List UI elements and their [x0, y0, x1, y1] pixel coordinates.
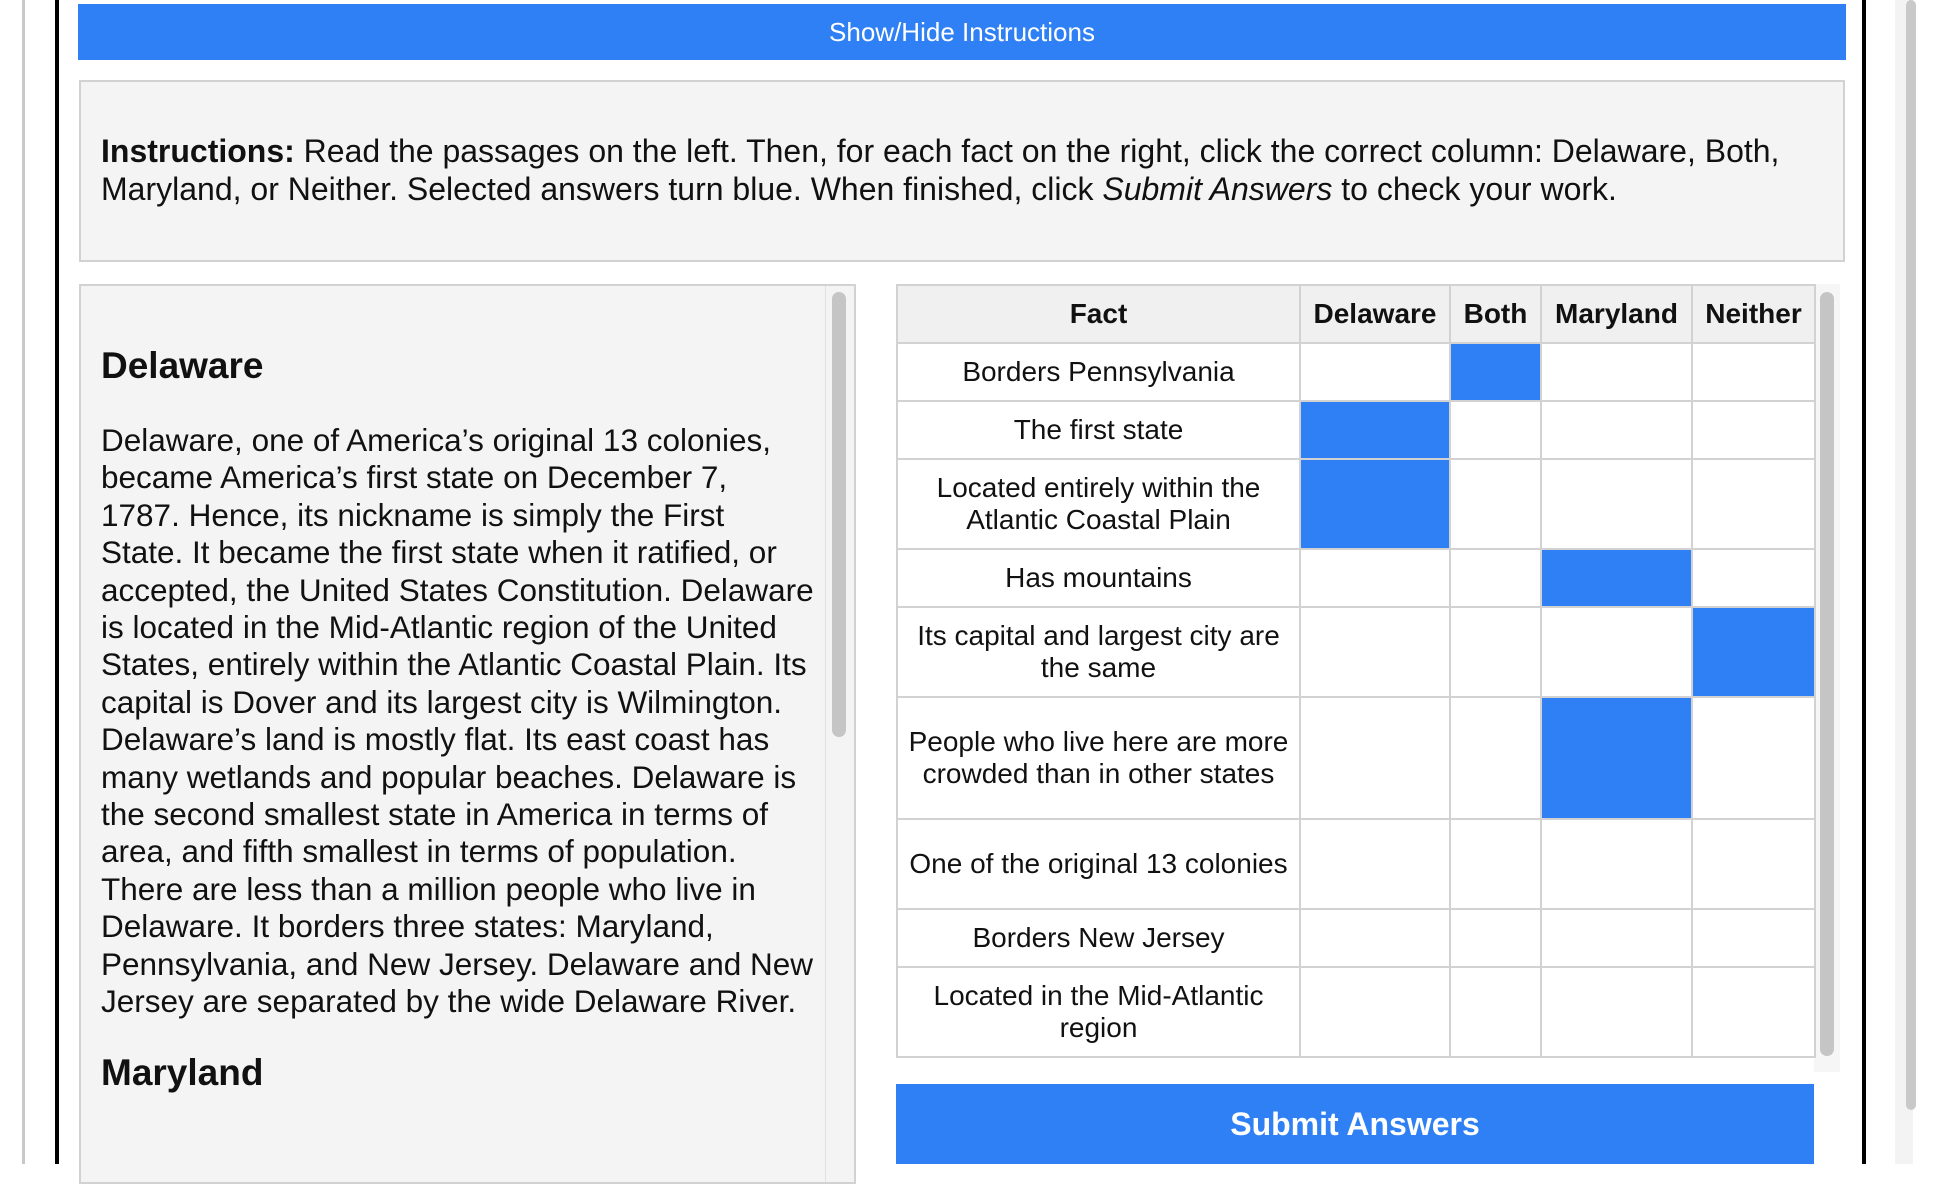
answer-cell-delaware[interactable]	[1300, 343, 1450, 401]
header-delaware: Delaware	[1300, 285, 1450, 343]
table-row	[897, 819, 1815, 909]
facts-table-container	[896, 284, 1814, 1064]
answer-cell-maryland[interactable]	[1541, 607, 1692, 697]
submit-answers-button[interactable]: Submit Answers	[896, 1084, 1814, 1164]
fact-cell: The first state	[897, 401, 1300, 459]
answer-cell-both[interactable]	[1450, 967, 1541, 1057]
instructions-text-end: to check your work.	[1332, 171, 1617, 207]
page-left-border	[22, 0, 25, 1164]
answer-cell-both[interactable]	[1450, 607, 1541, 697]
header-both: Both	[1450, 285, 1541, 343]
fact-cell: Located entirely within the Atlantic Coastal Plain	[897, 459, 1300, 549]
table-scrollbar-thumb[interactable]	[1820, 292, 1834, 1056]
answer-cell-maryland[interactable]	[1541, 967, 1692, 1057]
answer-cell-neither[interactable]	[1692, 697, 1815, 819]
table-row	[897, 459, 1815, 549]
answer-cell-delaware[interactable]	[1300, 909, 1450, 967]
passage-body-delaware: Delaware, one of America’s original 13 colonies, became America’s first state on December 7, 1787. Hence, its nickname is simply the First State. It became the first state when it ratified, or accepted, the United States Constitution. Delaware is located in the Mid-Atlantic region of the United States, entirely within the Atlantic Coastal Plain. Its capital is Dover and its largest city is Wilmington. Delaware’s land is mostly flat. Its east coast has many wetlands and popular beaches. Delaware is the second smallest state in America in terms of area, and fifth smallest in terms of population. There are less than a million people who live in Delaware. It borders three states: Maryland, Pennsylvania, and New Jersey. Delaware and New Jersey are separated by the wide Delaware River.	[101, 422, 814, 1020]
answer-cell-neither[interactable]	[1692, 401, 1815, 459]
answer-cell-maryland[interactable]	[1541, 459, 1692, 549]
instructions-emphasis: Submit Answers	[1102, 171, 1333, 207]
answer-cell-neither[interactable]	[1692, 909, 1815, 967]
instructions-panel	[79, 80, 1845, 262]
answer-cell-neither[interactable]	[1692, 549, 1815, 607]
header-fact: Fact	[897, 285, 1300, 343]
fact-cell: Borders Pennsylvania	[897, 343, 1300, 401]
table-row	[897, 343, 1815, 401]
answer-cell-delaware[interactable]	[1300, 819, 1450, 909]
answer-cell-both[interactable]	[1450, 549, 1541, 607]
answer-cell-both[interactable]	[1450, 819, 1541, 909]
header-neither: Neither	[1692, 285, 1815, 343]
fact-cell: Has mountains	[897, 549, 1300, 607]
table-row	[897, 607, 1815, 697]
fact-cell: Its capital and largest city are the same	[897, 607, 1300, 697]
answer-cell-maryland[interactable]	[1541, 549, 1692, 607]
fact-cell: Located in the Mid-Atlantic region	[897, 967, 1300, 1057]
passage-scrollbar-thumb[interactable]	[832, 292, 846, 737]
fact-cell: Borders New Jersey	[897, 909, 1300, 967]
frame-left-border	[55, 0, 59, 1164]
answer-cell-maryland[interactable]	[1541, 909, 1692, 967]
answer-cell-delaware[interactable]	[1300, 967, 1450, 1057]
table-row	[897, 549, 1815, 607]
answer-cell-delaware[interactable]	[1300, 607, 1450, 697]
table-row	[897, 909, 1815, 967]
answer-cell-neither[interactable]	[1692, 459, 1815, 549]
passage-panel	[79, 284, 856, 1184]
table-header-row	[897, 285, 1815, 343]
facts-table	[896, 284, 1816, 1058]
answer-cell-neither[interactable]	[1692, 607, 1815, 697]
answer-cell-neither[interactable]	[1692, 819, 1815, 909]
frame-right-border	[1862, 0, 1866, 1164]
answer-cell-both[interactable]	[1450, 697, 1541, 819]
answer-cell-delaware[interactable]	[1300, 401, 1450, 459]
answer-cell-both[interactable]	[1450, 401, 1541, 459]
fact-cell: People who live here are more crowded than in other states	[897, 697, 1300, 819]
answer-cell-maryland[interactable]	[1541, 697, 1692, 819]
passage-heading-maryland: Maryland	[101, 1051, 264, 1093]
answer-cell-both[interactable]	[1450, 343, 1541, 401]
table-row	[897, 697, 1815, 819]
answer-cell-neither[interactable]	[1692, 343, 1815, 401]
answer-cell-maryland[interactable]	[1541, 819, 1692, 909]
answer-cell-delaware[interactable]	[1300, 549, 1450, 607]
answer-cell-maryland[interactable]	[1541, 401, 1692, 459]
answer-cell-neither[interactable]	[1692, 967, 1815, 1057]
answer-cell-maryland[interactable]	[1541, 343, 1692, 401]
show-hide-instructions-button[interactable]: Show/Hide Instructions	[78, 4, 1846, 60]
fact-cell: One of the original 13 colonies	[897, 819, 1300, 909]
answer-cell-delaware[interactable]	[1300, 697, 1450, 819]
instructions-label: Instructions:	[101, 133, 295, 169]
page-scrollbar-thumb[interactable]	[1906, 0, 1916, 1110]
answer-cell-delaware[interactable]	[1300, 459, 1450, 549]
answer-cell-both[interactable]	[1450, 909, 1541, 967]
passage-heading-delaware: Delaware	[101, 345, 264, 386]
table-row	[897, 967, 1815, 1057]
header-maryland: Maryland	[1541, 285, 1692, 343]
answer-cell-both[interactable]	[1450, 459, 1541, 549]
table-row	[897, 401, 1815, 459]
instructions-text: Read the passages on the left. Then, for each fact on the right, click the correct column: Delaware, Both, Maryland, or Neither. Selected answers turn blue. When finished, click	[101, 133, 1780, 207]
